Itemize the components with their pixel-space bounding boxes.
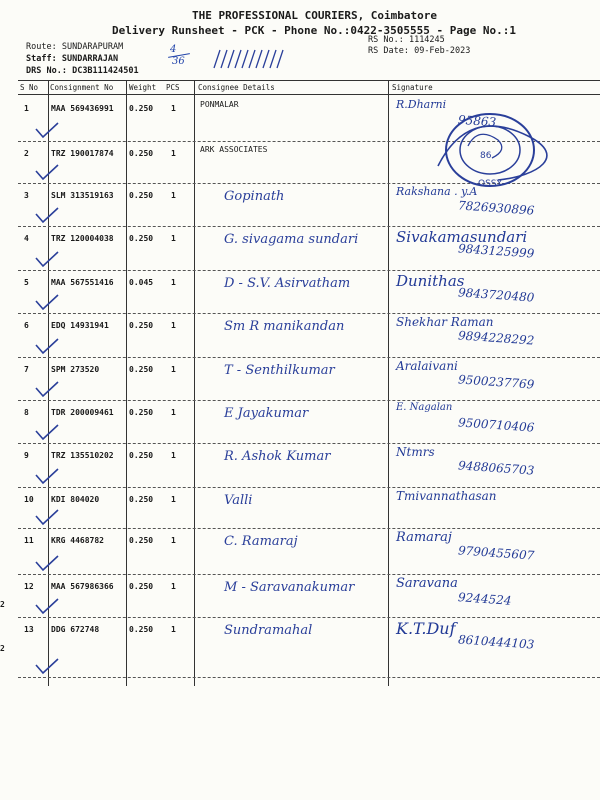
row-pcs: 1 bbox=[171, 234, 176, 243]
col-header-weight: Weight bbox=[129, 83, 157, 92]
row-signature: Tmivannathasan bbox=[396, 489, 497, 503]
row-weight: 0.250 bbox=[129, 191, 154, 200]
row-separator bbox=[18, 677, 600, 678]
col-header-consignment: Consignment No bbox=[50, 83, 114, 92]
row-consignee-handwritten: Gopinath bbox=[224, 189, 285, 204]
col-divider bbox=[388, 80, 389, 686]
row-sno: 7 bbox=[24, 365, 29, 374]
staff-label: Staff: bbox=[26, 54, 57, 64]
row-separator bbox=[18, 313, 600, 314]
row-consignee-printed: PONMALAR bbox=[200, 100, 239, 109]
check-mark-icon bbox=[34, 423, 60, 441]
row-consignment-no: MAA 567986366 bbox=[51, 582, 114, 591]
row-consignment-no: TRZ 120004038 bbox=[51, 234, 114, 243]
check-mark-icon bbox=[34, 467, 60, 485]
row-consignee-handwritten: Sundramahal bbox=[224, 623, 313, 638]
row-consignee-handwritten: E Jayakumar bbox=[224, 406, 309, 421]
check-mark-icon bbox=[34, 163, 60, 181]
row-phone: 8610444103 bbox=[457, 632, 535, 652]
fraction-denominator: 36 bbox=[172, 56, 185, 67]
row-separator bbox=[18, 528, 600, 529]
row-consignment-no: TDR 200009461 bbox=[51, 408, 114, 417]
row-separator bbox=[18, 226, 600, 227]
row-consignee-handwritten: G. sivagama sundari bbox=[224, 232, 359, 247]
row-pcs: 1 bbox=[171, 191, 176, 200]
row-separator bbox=[18, 574, 600, 575]
route-value: SUNDARAPURAM bbox=[61, 42, 124, 52]
row-phone: 95863 bbox=[457, 112, 497, 130]
stamp-number: 86 bbox=[480, 151, 492, 161]
row-weight: 0.250 bbox=[129, 451, 154, 460]
row-consignment-no: EDQ 14931941 bbox=[51, 321, 109, 330]
runsheet-title: Delivery Runsheet - PCK - Phone No.:0422-3505555 - Page No.:1 bbox=[112, 24, 516, 37]
row-signature: K.T.Duf bbox=[396, 619, 456, 638]
row-signature: Shekhar Raman bbox=[396, 315, 494, 329]
row-consignee-handwritten: Valli bbox=[224, 493, 253, 508]
staff-value: SUNDARRAJAN bbox=[61, 54, 119, 64]
col-header-signature: Signature bbox=[392, 83, 433, 92]
row-separator bbox=[18, 487, 600, 488]
table-top-rule bbox=[18, 80, 600, 81]
drs-line bbox=[26, 66, 139, 76]
row-consignment-no: DDG 672748 bbox=[51, 625, 100, 634]
row-sno: 13 bbox=[24, 625, 34, 634]
check-mark-icon bbox=[34, 293, 60, 311]
row-consignee-handwritten: D - S.V. Asirvatham bbox=[224, 276, 351, 291]
row-consignment-no: KRG 4468782 bbox=[51, 536, 104, 545]
company-title: THE PROFESSIONAL COURIERS, Coimbatore bbox=[192, 9, 438, 22]
check-mark-icon bbox=[34, 206, 60, 224]
col-header-pcs: PCS bbox=[166, 83, 180, 92]
row-weight: 0.250 bbox=[129, 365, 154, 374]
row-separator bbox=[18, 443, 600, 444]
row-weight: 0.250 bbox=[129, 536, 154, 545]
rs-no-label: RS No.: bbox=[368, 35, 404, 45]
route-label: Route: bbox=[26, 42, 57, 52]
rs-no-line bbox=[368, 35, 445, 45]
row-pcs: 1 bbox=[171, 451, 176, 460]
row-signature: Rakshana . y.A bbox=[396, 185, 478, 198]
row-consignment-no: KDI 804020 bbox=[51, 495, 100, 504]
row-consignment-no: MAA 567551416 bbox=[51, 278, 114, 287]
row-pcs: 1 bbox=[171, 408, 176, 417]
row-consignee-handwritten: T - Senthilkumar bbox=[224, 363, 335, 378]
drs-value: DC3B111424501 bbox=[72, 66, 139, 76]
row-phone: 7826930896 bbox=[457, 198, 535, 218]
row-separator bbox=[18, 357, 600, 358]
row-pcs: 1 bbox=[171, 104, 176, 113]
row-pcs: 1 bbox=[171, 321, 176, 330]
row-phone: 9894228292 bbox=[457, 328, 535, 348]
check-mark-icon bbox=[34, 380, 60, 398]
row-sno: 9 bbox=[24, 451, 29, 460]
row-pcs: 1 bbox=[171, 365, 176, 374]
check-mark-icon bbox=[34, 121, 60, 139]
row-sno: 2 bbox=[24, 149, 29, 158]
rs-date-label: RS Date: bbox=[368, 46, 409, 56]
row-consignee-printed: ARK ASSOCIATES bbox=[200, 145, 268, 154]
row-weight: 0.045 bbox=[129, 278, 154, 287]
check-mark-icon bbox=[34, 250, 60, 268]
row-signature: Saravana bbox=[396, 576, 458, 591]
staff-line bbox=[26, 54, 118, 64]
row-phone: 9843720480 bbox=[457, 285, 535, 305]
row-signature: Dunithas bbox=[396, 272, 465, 290]
row-separator bbox=[18, 400, 600, 401]
row-sno: 1 bbox=[24, 104, 29, 113]
row-consignment-no: TRZ 190017874 bbox=[51, 149, 114, 158]
row-weight: 0.250 bbox=[129, 234, 154, 243]
route-line bbox=[26, 42, 123, 52]
col-header-consignee: Consignee Details bbox=[198, 83, 275, 92]
row-consignment-no: SLM 313519163 bbox=[51, 191, 114, 200]
row-signature: Ramaraj bbox=[396, 530, 452, 545]
row-sno: 3 bbox=[24, 191, 29, 200]
row-sno: 4 bbox=[24, 234, 29, 243]
row-signature: R.Dharni bbox=[396, 98, 447, 111]
drs-label: DRS No.: bbox=[26, 66, 67, 76]
row-consignment-no: TRZ 135510202 bbox=[51, 451, 114, 460]
row-phone: 9790455607 bbox=[457, 543, 535, 563]
row-weight: 0.250 bbox=[129, 149, 154, 158]
row-pcs: 1 bbox=[171, 149, 176, 158]
check-mark-icon bbox=[34, 554, 60, 572]
col-divider bbox=[194, 80, 195, 686]
row-pcs: 1 bbox=[171, 625, 176, 634]
row-consignee-handwritten: C. Ramaraj bbox=[224, 534, 298, 549]
row-sno: 12 bbox=[24, 582, 34, 591]
fraction-numerator: 4 bbox=[170, 44, 177, 55]
row-consignee-handwritten: R. Ashok Kumar bbox=[224, 449, 331, 464]
row-weight: 0.250 bbox=[129, 321, 154, 330]
row-weight: 0.250 bbox=[129, 495, 154, 504]
row-sno: 6 bbox=[24, 321, 29, 330]
col-header-sno: S No bbox=[20, 83, 39, 92]
row-weight: 0.250 bbox=[129, 625, 154, 634]
rs-date-value: 09-Feb-2023 bbox=[414, 46, 471, 56]
row-consignment-no: MAA 569436991 bbox=[51, 104, 114, 113]
row-separator bbox=[18, 617, 600, 618]
row-sno: 11 bbox=[24, 536, 34, 545]
margin-mark: 2 bbox=[0, 644, 5, 653]
row-phone: 9500237769 bbox=[457, 372, 535, 392]
row-consignee-handwritten: M - Saravanakumar bbox=[224, 580, 355, 595]
row-weight: 0.250 bbox=[129, 408, 154, 417]
check-mark-icon bbox=[34, 657, 60, 675]
row-phone: 9500710406 bbox=[457, 415, 535, 435]
row-signature: E. Nagalan bbox=[396, 402, 453, 413]
row-phone: 9244524 bbox=[457, 590, 512, 608]
row-sno: 5 bbox=[24, 278, 29, 287]
row-phone: 9843125999 bbox=[457, 241, 535, 261]
row-separator bbox=[18, 270, 600, 271]
row-phone: 9488065703 bbox=[457, 458, 535, 478]
row-signature: Sivakamasundari bbox=[396, 228, 528, 246]
check-mark-icon bbox=[34, 508, 60, 526]
delivery-stamp bbox=[428, 106, 548, 192]
rs-date-line bbox=[368, 46, 470, 56]
row-weight: 0.250 bbox=[129, 582, 154, 591]
row-consignment-no: SPM 273520 bbox=[51, 365, 100, 374]
row-pcs: 1 bbox=[171, 278, 176, 287]
stamp-text: OSSY bbox=[478, 179, 503, 189]
check-mark-icon bbox=[34, 337, 60, 355]
row-pcs: 1 bbox=[171, 582, 176, 591]
handwritten-fraction bbox=[170, 44, 185, 67]
row-sno: 8 bbox=[24, 408, 29, 417]
row-consignee-handwritten: Sm R manikandan bbox=[224, 319, 345, 334]
row-pcs: 1 bbox=[171, 495, 176, 504]
row-signature: Aralaivani bbox=[396, 359, 458, 373]
check-mark-icon bbox=[34, 597, 60, 615]
row-pcs: 1 bbox=[171, 536, 176, 545]
row-sno: 10 bbox=[24, 495, 34, 504]
header-bottom-rule bbox=[18, 94, 600, 95]
rs-no-value: 1114245 bbox=[408, 35, 445, 45]
row-signature: Ntmrs bbox=[396, 445, 435, 459]
hatch-marks bbox=[210, 48, 288, 70]
margin-mark: 2 bbox=[0, 600, 5, 609]
row-weight: 0.250 bbox=[129, 104, 154, 113]
col-divider bbox=[126, 80, 127, 686]
